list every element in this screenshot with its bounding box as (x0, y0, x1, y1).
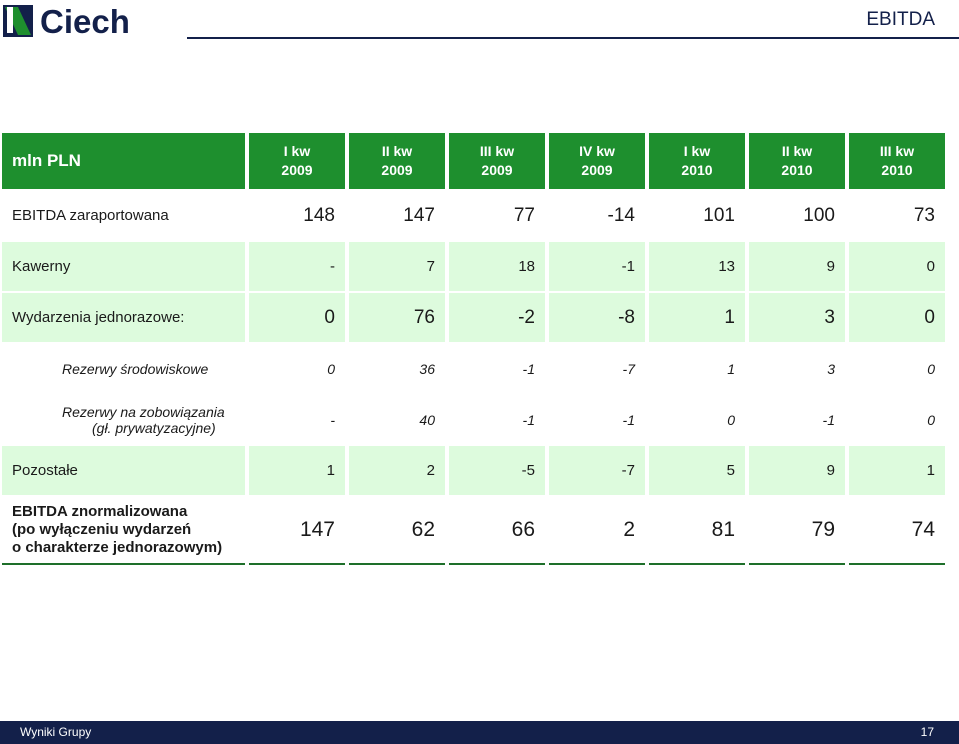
cell-value: -7 (549, 344, 645, 393)
ebitda-table (0, 131, 949, 567)
cell-value: 0 (649, 395, 745, 444)
quarter-header: II kw 2010 (749, 133, 845, 189)
cell-value: 81 (649, 497, 745, 565)
cell-value: 66 (449, 497, 545, 565)
logo-text: Ciech (40, 3, 130, 39)
row-label: Wydarzenia jednorazowe: (2, 293, 245, 342)
cell-value: - (249, 395, 345, 444)
cell-value: 13 (649, 242, 745, 291)
quarter-header: II kw 2009 (349, 133, 445, 189)
table-row (2, 242, 945, 291)
quarter-header: I kw 2009 (249, 133, 345, 189)
cell-value: 0 (249, 293, 345, 342)
footer-bar (0, 721, 959, 744)
cell-value: 76 (349, 293, 445, 342)
cell-value: -1 (549, 242, 645, 291)
page-number: 17 (920, 725, 934, 739)
cell-value: 62 (349, 497, 445, 565)
cell-value: 147 (349, 191, 445, 240)
row-label: EBITDA znormalizowana (po wyłączeniu wydarzeń o charakterze jednorazowym) (2, 497, 245, 565)
cell-value: 101 (649, 191, 745, 240)
cell-value: 1 (649, 344, 745, 393)
cell-value: 7 (349, 242, 445, 291)
row-label: Rezerwy na zobowiązania (gł. prywatyzacyjne) (2, 395, 245, 444)
cell-value: -14 (549, 191, 645, 240)
cell-value: 1 (649, 293, 745, 342)
cell-value: 0 (849, 395, 945, 444)
table-row (2, 191, 945, 240)
cell-value: 147 (249, 497, 345, 565)
cell-value: 9 (749, 446, 845, 495)
row-label: EBITDA zaraportowana (2, 191, 245, 240)
cell-value: 9 (749, 242, 845, 291)
cell-value: 100 (749, 191, 845, 240)
quarter-header: III kw 2009 (449, 133, 545, 189)
cell-value: -2 (449, 293, 545, 342)
cell-value: 40 (349, 395, 445, 444)
cell-value: - (249, 242, 345, 291)
unit-header: mln PLN (2, 133, 245, 189)
quarter-header: IV kw 2009 (549, 133, 645, 189)
cell-value: -1 (449, 344, 545, 393)
cell-value: 0 (849, 344, 945, 393)
cell-value: 0 (849, 293, 945, 342)
cell-value: 18 (449, 242, 545, 291)
table-row (2, 293, 945, 342)
table-row (2, 497, 945, 565)
cell-value: -7 (549, 446, 645, 495)
cell-value: 1 (849, 446, 945, 495)
quarter-header: I kw 2010 (649, 133, 745, 189)
cell-value: 74 (849, 497, 945, 565)
cell-value: 0 (849, 242, 945, 291)
ciech-logo (3, 3, 173, 39)
cell-value: 148 (249, 191, 345, 240)
table-row (2, 344, 945, 393)
footer-section-label: Wyniki Grupy (20, 725, 92, 739)
cell-value: 2 (549, 497, 645, 565)
table-row (2, 446, 945, 495)
table-row (2, 395, 945, 444)
quarter-header: III kw 2010 (849, 133, 945, 189)
cell-value: -5 (449, 446, 545, 495)
table-header-row (2, 133, 945, 189)
cell-value: -8 (549, 293, 645, 342)
cell-value: 3 (749, 344, 845, 393)
cell-value: 73 (849, 191, 945, 240)
cell-value: 36 (349, 344, 445, 393)
cell-value: 77 (449, 191, 545, 240)
row-label: Kawerny (2, 242, 245, 291)
cell-value: 79 (749, 497, 845, 565)
slide-title: EBITDA (866, 9, 935, 30)
row-label: Pozostałe (2, 446, 245, 495)
cell-value: 3 (749, 293, 845, 342)
cell-value: 0 (249, 344, 345, 393)
row-label: Rezerwy środowiskowe (2, 344, 245, 393)
cell-value: -1 (549, 395, 645, 444)
title-divider (187, 37, 959, 39)
cell-value: 2 (349, 446, 445, 495)
cell-value: 5 (649, 446, 745, 495)
cell-value: 1 (249, 446, 345, 495)
cell-value: -1 (749, 395, 845, 444)
cell-value: -1 (449, 395, 545, 444)
